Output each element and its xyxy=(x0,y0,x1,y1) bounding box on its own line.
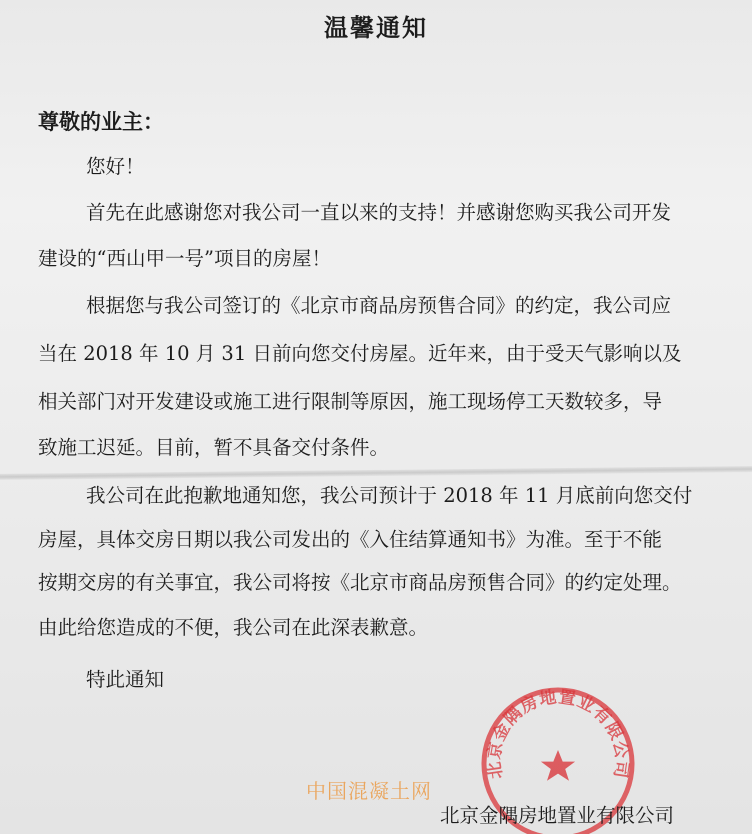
seal-star-icon xyxy=(541,750,575,781)
para1-line1: 首先在此感谢您对我公司一直以来的支持！并感谢您购买我公司开发 xyxy=(86,201,672,224)
para2-line1: 根据您与我公司签订的《北京市商品房预售合同》的约定，我公司应 xyxy=(86,294,672,317)
company-signature: 北京金隅房地置业有限公司 xyxy=(440,804,675,827)
para3-line3: 按期交房的有关事宜，我公司将按《北京市商品房预售合同》的约定处理。 xyxy=(38,571,682,594)
seal-text: 北京金隅房地置业有限公司 xyxy=(484,687,632,781)
paper-fold-line xyxy=(0,466,752,480)
closing: 特此通知 xyxy=(86,668,165,691)
para1-line2: 建设的“西山甲一号”项目的房屋！ xyxy=(38,247,331,270)
para3-line1: 我公司在此抱歉地通知您，我公司预计于 2018 年 11 月底前向您交付 xyxy=(86,484,693,507)
para2-line2: 当在 2018 年 10 月 31 日前向您交付房屋。近年来，由于受天气影响以及 xyxy=(38,342,682,365)
salutation: 尊敬的业主： xyxy=(38,110,164,134)
para3-line4: 由此给您造成的不便，我公司在此深表歉意。 xyxy=(38,616,429,639)
notice-title: 温馨通知 xyxy=(324,14,428,42)
site-watermark: 中国混凝土网 xyxy=(306,779,432,803)
para2-line4: 致施工迟延。目前，暂不具备交付条件。 xyxy=(38,436,390,459)
para2-line3: 相关部门对开发建设或施工进行限制等原因，施工现场停工天数较多，导 xyxy=(38,390,663,413)
greeting: 您好！ xyxy=(86,155,145,178)
para3-line2: 房屋，具体交房日期以我公司发出的《入住结算通知书》为准。至于不能 xyxy=(38,528,663,551)
